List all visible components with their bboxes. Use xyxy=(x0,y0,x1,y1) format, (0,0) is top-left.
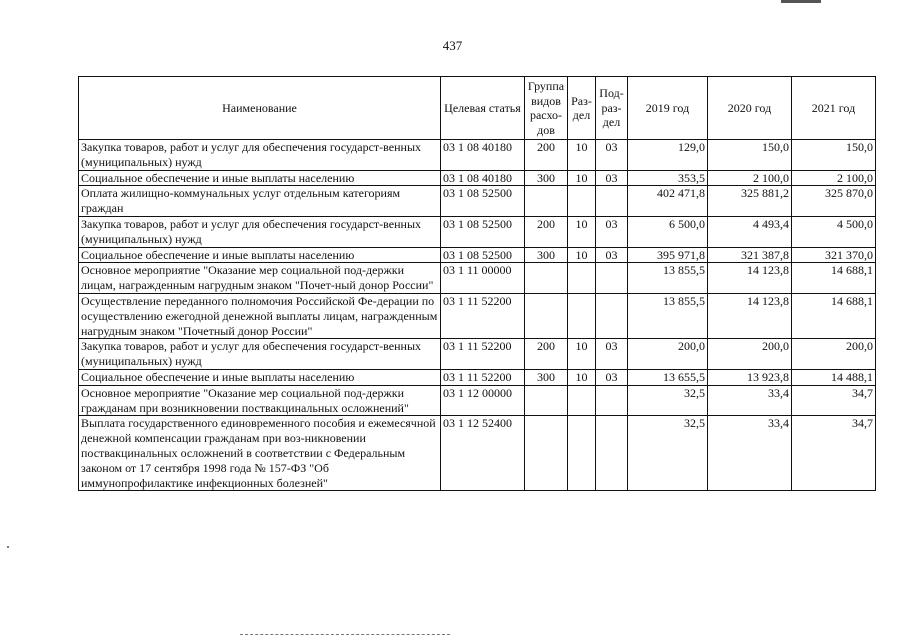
header-group: Группа видов расхо-дов xyxy=(525,77,568,140)
row-section-cell: 10 xyxy=(568,247,596,263)
row-group-cell: 200 xyxy=(525,339,568,370)
row-target-cell: 03 1 11 52200 xyxy=(441,293,525,338)
page-number: 437 xyxy=(442,38,463,53)
row-target-cell: 03 1 08 52500 xyxy=(441,186,525,217)
row-2019-cell: 32,5 xyxy=(628,385,708,416)
row-group-cell: 300 xyxy=(525,247,568,263)
row-group-cell xyxy=(525,416,568,491)
row-section-cell: 10 xyxy=(568,369,596,385)
row-name-cell: Осуществление переданного полномочия Российской Фе-дерации по осуществлению ежегодной денежной выплаты лицам, награжденным нагрудным знаком "Почетный донор России" xyxy=(79,293,441,338)
row-group-cell xyxy=(525,263,568,294)
header-2019: 2019 год xyxy=(628,77,708,140)
row-2020-cell: 13 923,8 xyxy=(708,369,792,385)
row-name-cell: Выплата государственного единовременного пособия и ежемесячной денежной компенсации гражданам при воз-никновении поствакцинальных осложнений в соответствии с Федеральным законом от 17 сентября 1998 года № 157-ФЗ "Об иммунопрофилактике инфекционных болезней" xyxy=(79,416,441,491)
scan-artifact xyxy=(7,546,9,548)
table-row xyxy=(79,216,876,247)
header-subsection: Под-раз-дел xyxy=(596,77,628,140)
row-target-cell: 03 1 08 52500 xyxy=(441,216,525,247)
row-2019-cell: 402 471,8 xyxy=(628,186,708,217)
row-2021-cell: 14 688,1 xyxy=(792,263,876,294)
row-2019-cell: 13 855,5 xyxy=(628,293,708,338)
row-2019-cell: 13 855,5 xyxy=(628,263,708,294)
row-2020-cell: 321 387,8 xyxy=(708,247,792,263)
row-subsection-cell: 03 xyxy=(596,140,628,171)
row-2021-cell: 2 100,0 xyxy=(792,170,876,186)
row-target-cell: 03 1 08 52500 xyxy=(441,247,525,263)
row-2020-cell: 33,4 xyxy=(708,416,792,491)
header-section: Раз-дел xyxy=(568,77,596,140)
row-section-cell: 10 xyxy=(568,170,596,186)
row-subsection-cell: 03 xyxy=(596,369,628,385)
row-2021-cell: 4 500,0 xyxy=(792,216,876,247)
row-2019-cell: 395 971,8 xyxy=(628,247,708,263)
row-section-cell: 10 xyxy=(568,339,596,370)
row-group-cell: 300 xyxy=(525,369,568,385)
row-2019-cell: 353,5 xyxy=(628,170,708,186)
row-name-cell: Закупка товаров, работ и услуг для обеспечения государст-венных (муниципальных) нужд xyxy=(79,339,441,370)
table-row xyxy=(79,140,876,171)
row-target-cell: 03 1 11 52200 xyxy=(441,369,525,385)
scan-corner-mark xyxy=(781,0,821,3)
table-row xyxy=(79,293,876,338)
row-2021-cell: 200,0 xyxy=(792,339,876,370)
row-2019-cell: 6 500,0 xyxy=(628,216,708,247)
row-2020-cell: 14 123,8 xyxy=(708,293,792,338)
row-2019-cell: 13 655,5 xyxy=(628,369,708,385)
row-group-cell: 200 xyxy=(525,216,568,247)
row-subsection-cell xyxy=(596,263,628,294)
row-subsection-cell xyxy=(596,416,628,491)
row-section-cell: 10 xyxy=(568,140,596,171)
table-row xyxy=(79,170,876,186)
row-subsection-cell xyxy=(596,186,628,217)
row-name-cell: Закупка товаров, работ и услуг для обеспечения государст-венных (муниципальных) нужд xyxy=(79,140,441,171)
row-target-cell: 03 1 12 52400 xyxy=(441,416,525,491)
row-target-cell: 03 1 08 40180 xyxy=(441,170,525,186)
row-group-cell xyxy=(525,293,568,338)
row-group-cell: 300 xyxy=(525,170,568,186)
row-group-cell: 200 xyxy=(525,140,568,171)
table-row xyxy=(79,385,876,416)
row-group-cell xyxy=(525,385,568,416)
row-2021-cell: 34,7 xyxy=(792,385,876,416)
row-subsection-cell: 03 xyxy=(596,339,628,370)
row-section-cell xyxy=(568,263,596,294)
row-section-cell xyxy=(568,385,596,416)
row-subsection-cell xyxy=(596,293,628,338)
row-target-cell: 03 1 11 00000 xyxy=(441,263,525,294)
table-row xyxy=(79,263,876,294)
table-header-row xyxy=(79,77,876,140)
row-2019-cell: 32,5 xyxy=(628,416,708,491)
row-section-cell xyxy=(568,416,596,491)
header-target: Целевая статья xyxy=(441,77,525,140)
row-subsection-cell xyxy=(596,385,628,416)
table-row xyxy=(79,369,876,385)
budget-table xyxy=(78,76,876,491)
row-target-cell: 03 1 12 00000 xyxy=(441,385,525,416)
table-row xyxy=(79,247,876,263)
row-name-cell: Социальное обеспечение и иные выплаты населению xyxy=(79,369,441,385)
row-group-cell xyxy=(525,186,568,217)
header-2020: 2020 год xyxy=(708,77,792,140)
table-body xyxy=(79,140,876,491)
row-section-cell xyxy=(568,186,596,217)
scan-bottom-mark xyxy=(240,634,450,636)
row-2020-cell: 2 100,0 xyxy=(708,170,792,186)
row-2020-cell: 4 493,4 xyxy=(708,216,792,247)
row-subsection-cell: 03 xyxy=(596,170,628,186)
row-name-cell: Закупка товаров, работ и услуг для обеспечения государст-венных (муниципальных) нужд xyxy=(79,216,441,247)
row-2021-cell: 321 370,0 xyxy=(792,247,876,263)
row-2021-cell: 14 688,1 xyxy=(792,293,876,338)
header-name: Наименование xyxy=(79,77,441,140)
row-subsection-cell: 03 xyxy=(596,216,628,247)
row-subsection-cell: 03 xyxy=(596,247,628,263)
table-row xyxy=(79,339,876,370)
row-name-cell: Основное мероприятие "Оказание мер социальной под-держки гражданам при возникновении поствакцинальных осложнений" xyxy=(79,385,441,416)
row-name-cell: Оплата жилищно-коммунальных услуг отдельным категориям граждан xyxy=(79,186,441,217)
row-2021-cell: 325 870,0 xyxy=(792,186,876,217)
row-target-cell: 03 1 08 40180 xyxy=(441,140,525,171)
row-section-cell: 10 xyxy=(568,216,596,247)
row-2020-cell: 33,4 xyxy=(708,385,792,416)
row-section-cell xyxy=(568,293,596,338)
table-row xyxy=(79,186,876,217)
table-row xyxy=(79,416,876,491)
row-target-cell: 03 1 11 52200 xyxy=(441,339,525,370)
row-name-cell: Социальное обеспечение и иные выплаты населению xyxy=(79,170,441,186)
row-name-cell: Основное мероприятие "Оказание мер социальной под-держки лицам, награжденным нагрудным знаком "Почет-ный донор России" xyxy=(79,263,441,294)
row-2020-cell: 150,0 xyxy=(708,140,792,171)
row-2021-cell: 34,7 xyxy=(792,416,876,491)
row-2020-cell: 325 881,2 xyxy=(708,186,792,217)
row-2019-cell: 129,0 xyxy=(628,140,708,171)
header-2021: 2021 год xyxy=(792,77,876,140)
row-2019-cell: 200,0 xyxy=(628,339,708,370)
row-name-cell: Социальное обеспечение и иные выплаты населению xyxy=(79,247,441,263)
row-2020-cell: 14 123,8 xyxy=(708,263,792,294)
row-2021-cell: 14 488,1 xyxy=(792,369,876,385)
row-2020-cell: 200,0 xyxy=(708,339,792,370)
row-2021-cell: 150,0 xyxy=(792,140,876,171)
